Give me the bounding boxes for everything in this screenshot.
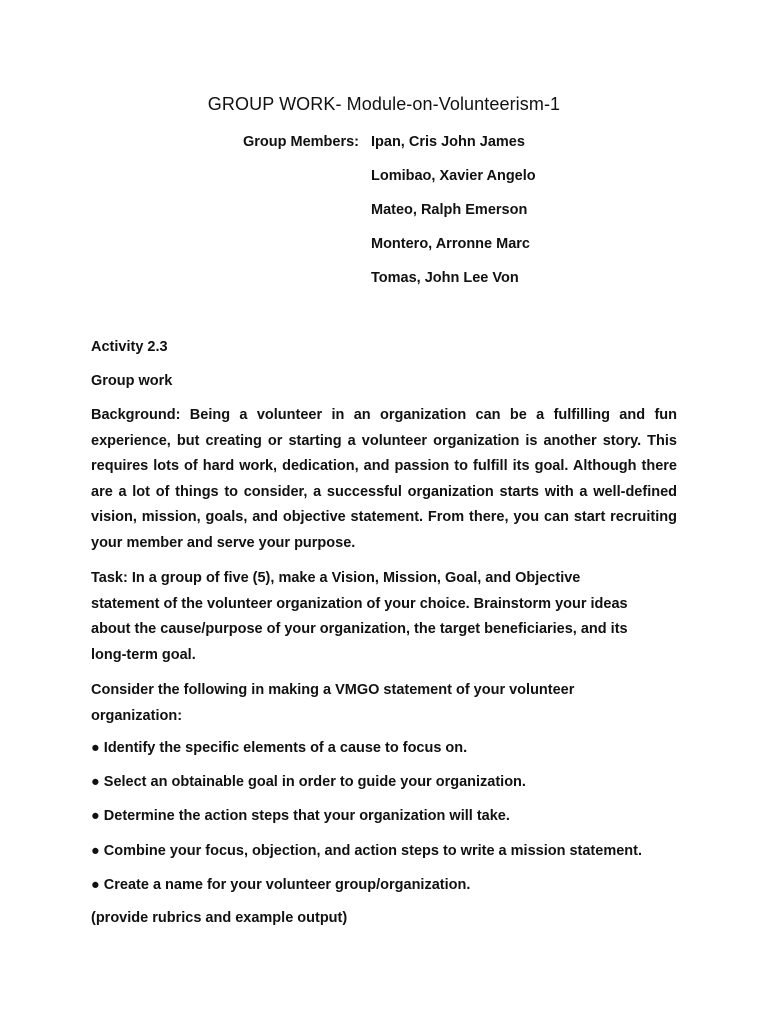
group-member: Montero, Arronne Marc	[371, 236, 530, 252]
group-members-label: Group Members:	[243, 134, 360, 150]
activity-number: Activity 2.3	[91, 339, 168, 355]
consider-paragraph: Consider the following in making a VMGO statement of your volunteer organization:	[91, 682, 575, 724]
group-member: Ipan, Cris John James	[371, 134, 525, 150]
bullet-item: ● Identify the specific elements of a cause to focus on.	[91, 740, 468, 756]
group-member: Lomibao, Xavier Angelo	[371, 168, 536, 184]
bullet-item: ● Create a name for your volunteer group/organization.	[91, 877, 471, 893]
group-member: Tomas, John Lee Von	[371, 270, 519, 286]
bullet-item: ● Determine the action steps that your organization will take.	[91, 808, 510, 824]
background-paragraph: Background: Being a volunteer in an organization can be a fulfilling and fun experience, but creating or starting a volunteer organization is another story. This requires lots of hard work, dedication, and passion to fulfill its goal. Although there are a lot of things to consider, a successful organization starts with a well-defined vision, mission, goals, and objective statement. From there, you can start recruiting your member and serve your purpose.	[91, 407, 677, 551]
activity-type: Group work	[91, 373, 173, 389]
bullet-item: ● Combine your focus, objection, and action steps to write a mission statement.	[91, 843, 642, 859]
task-paragraph: Task: In a group of five (5), make a Vision, Mission, Goal, and Objective statement of the volunteer organization of your choice. Brainstorm your ideas about the cause/purpose of your organization, the target beneficiaries, and its long-term goal.	[91, 570, 628, 663]
group-member: Mateo, Ralph Emerson	[371, 202, 528, 218]
note-text: (provide rubrics and example output)	[91, 910, 348, 926]
document-title: GROUP WORK- Module-on-Volunteerism-1	[207, 94, 561, 114]
bullet-item: ● Select an obtainable goal in order to guide your organization.	[91, 774, 526, 790]
